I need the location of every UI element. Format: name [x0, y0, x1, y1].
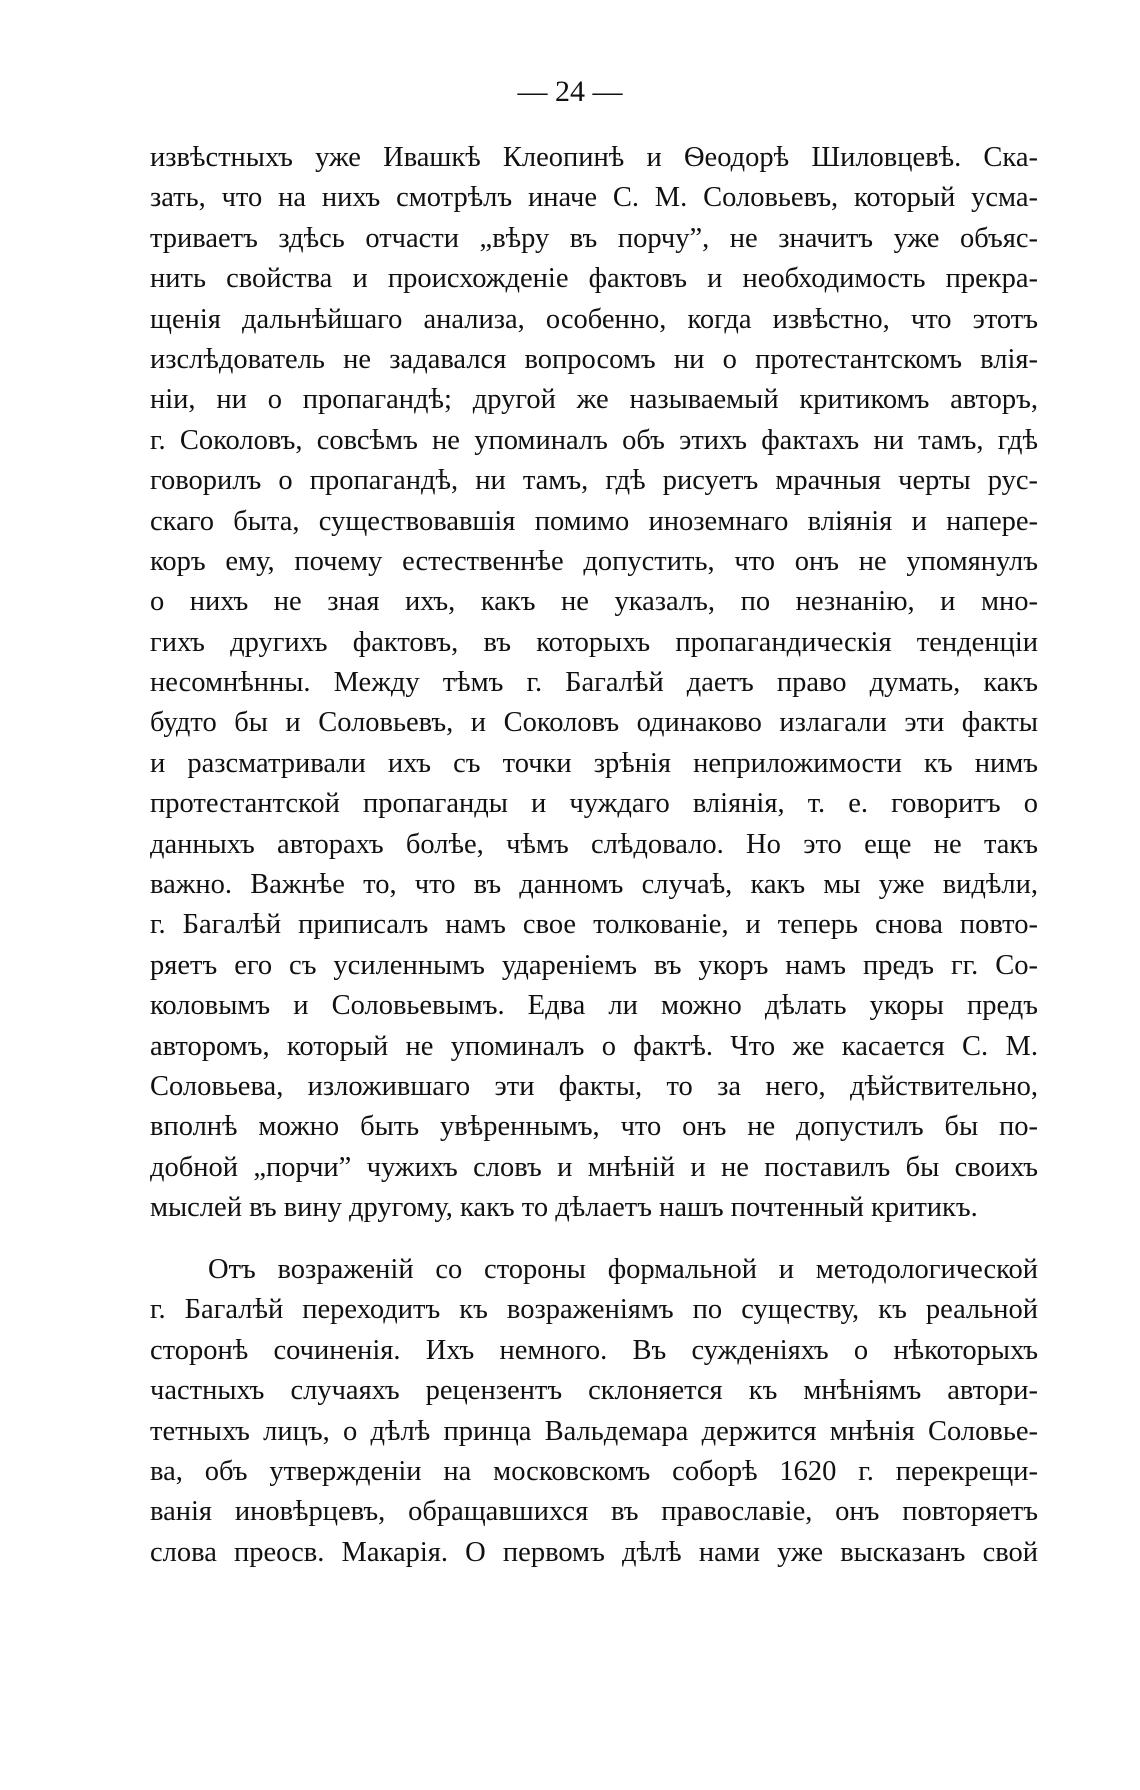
text-line: нить свойства и происхожденіе фактовъ и необходимость прекра- — [150, 263, 1038, 295]
text-line: добной „порчи” чужихъ словъ и мнѣній и не поставилъ бы своихъ — [150, 1151, 1038, 1183]
page-number: — 24 — — [517, 75, 623, 108]
text-line: данныхъ авторахъ болѣе, чѣмъ слѣдовало. Но это еще не такъ — [150, 828, 1038, 860]
text-line: ва, объ утвержденіи на московскомъ соборѣ 1620 г. перекрещи- — [150, 1455, 1038, 1487]
text-line: слова преосв. Макарія. О первомъ дѣлѣ нами уже высказанъ свой — [150, 1536, 1038, 1568]
text-line: зать, что на нихъ смотрѣлъ иначе С. М. Соловьевъ, который усма- — [150, 182, 1038, 214]
text-line: говорилъ о пропагандѣ, ни тамъ, гдѣ рисуетъ мрачныя черты рус- — [150, 465, 1038, 497]
text-line: коръ ему, почему естественнѣе допустить, что онъ не упомянулъ — [150, 545, 1038, 577]
text-line: ванія иновѣрцевъ, обращавшихся въ православіе, онъ повторяетъ — [150, 1496, 1038, 1528]
text-line: ніи, ни о пропагандѣ; другой же называемый критикомъ авторъ, — [150, 384, 1038, 416]
text-line: будто бы и Соловьевъ, и Соколовъ одинаково излагали эти факты — [150, 707, 1038, 739]
text-line: тетныхъ лицъ, о дѣлѣ принца Вальдемара держится мнѣнія Соловье- — [150, 1415, 1038, 1447]
text-line: Отъ возраженій со стороны формальной и методологической — [208, 1254, 1038, 1285]
text-line: гихъ другихъ фактовъ, въ которыхъ пропагандическія тенденціи — [150, 626, 1038, 658]
text-line: вполнѣ можно быть увѣреннымъ, что онъ не допустилъ бы по- — [150, 1111, 1038, 1143]
paragraph-2 — [150, 1250, 1038, 1573]
text-line: мыслей въ вину другому, какъ то дѣлаетъ нашъ почтенный критикъ. — [150, 1192, 978, 1224]
text-line: изслѣдователь не задавался вопросомъ ни о протестантскомъ влія- — [150, 343, 1038, 375]
text-line: сторонѣ сочиненія. Ихъ немного. Въ сужденіяхъ о нѣкоторыхъ — [150, 1334, 1038, 1366]
text-line: важно. Важнѣе то, что въ данномъ случаѣ, какъ мы уже видѣли, — [150, 869, 1038, 901]
text-line: частныхъ случаяхъ рецензентъ склоняется къ мнѣніямъ автори- — [150, 1375, 1038, 1407]
text-line: г. Соколовъ, совсѣмъ не упоминалъ объ этихъ фактахъ ни тамъ, гдѣ — [150, 424, 1038, 456]
text-line: авторомъ, который не упоминалъ о фактѣ. Что же касается С. М. — [150, 1030, 1038, 1062]
text-line: щенія дальнѣйшаго анализа, особенно, когда извѣстно, что этотъ — [150, 303, 1038, 335]
paragraph-1 — [150, 138, 1038, 1229]
text-line: о нихъ не зная ихъ, какъ не указалъ, по незнанію, и мно- — [150, 586, 1038, 618]
text-line: ряетъ его съ усиленнымъ удареніемъ въ укоръ намъ предъ гг. Со- — [150, 949, 1038, 981]
text-line: извѣстныхъ уже Ивашкѣ Клеопинѣ и Ѳеодорѣ Шиловцевѣ. Ска- — [150, 142, 1038, 173]
text-line: скаго быта, существовавшія помимо иноземнаго вліянія и напере- — [150, 505, 1038, 537]
text-line: коловымъ и Соловьевымъ. Едва ли можно дѣлать укоры предъ — [150, 990, 1038, 1022]
text-line: протестантской пропаганды и чуждаго вліянія, т. е. говоритъ о — [150, 788, 1038, 820]
text-line: и разсматривали ихъ съ точки зрѣнія неприложимости къ нимъ — [150, 747, 1038, 779]
text-line: несомнѣнны. Между тѣмъ г. Багалѣй даетъ право думать, какъ — [150, 667, 1038, 699]
text-line: г. Багалѣй переходитъ къ возраженіямъ по существу, къ реальной — [150, 1294, 1038, 1326]
text-line: триваетъ здѣсь отчасти „вѣру въ порчу”, не значитъ уже объяс- — [150, 222, 1038, 254]
text-line: г. Багалѣй приписалъ намъ свое толкованіе, и теперь снова повто- — [150, 909, 1038, 941]
text-line: Соловьева, изложившаго эти факты, то за него, дѣйствительно, — [150, 1070, 1038, 1102]
